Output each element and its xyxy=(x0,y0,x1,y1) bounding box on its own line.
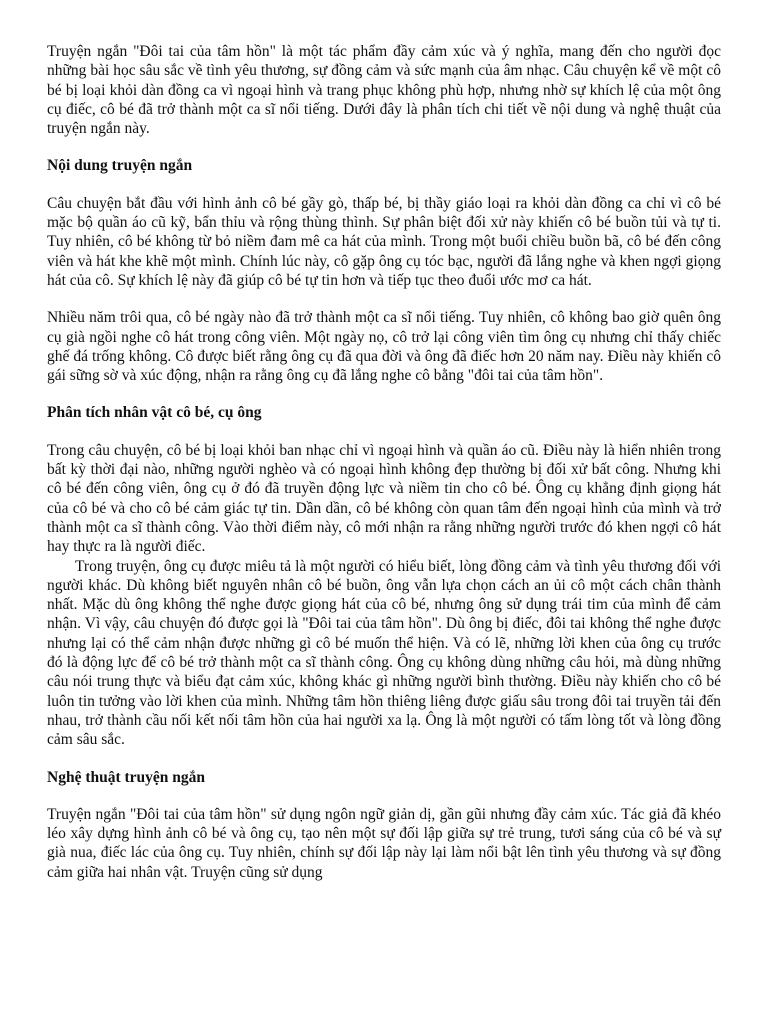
body-paragraph: Trong câu chuyện, cô bé bị loại khỏi ban nhạc chỉ vì ngoại hình và quần áo cũ. Điều này là hiển nhiên trong bất kỳ thời đại nào, những người nghèo và có ngoại hình không đẹp thường bị đối xử bất công. Nhưng khi cô bé đến công viên, ông cụ ở đó đã truyền động lực và niềm tin cho cô bé. Ông cụ khẳng định giọng hát của cô bé và cho cô bé cảm giác tự tin. Dần dần, cô bé không còn quan tâm đến ngoại hình của mình và trở thành một ca sĩ thành công. Vào thời điểm này, cô mới nhận ra rằng những người trước đó khen ngợi cô hát hay thực ra là người điếc. xyxy=(47,441,721,556)
body-paragraph: Trong truyện, ông cụ được miêu tả là một người có hiểu biết, lòng đồng cảm và tình yêu thương đối với người khác. Dù không biết nguyên nhân cô bé buồn, ông vẫn lựa chọn cách an ủi cô một cách chân thành nhất. Mặc dù ông không thể nghe được giọng hát của cô bé, nhưng ông sử dụng trái tim của mình để cảm nhận. Vì vậy, câu chuyện đó được gọi là "Đôi tai của tâm hồn". Dù ông bị điếc, đôi tai không thể nghe được nhưng lại có thể cảm nhận được những gì cô bé muốn thể hiện. Và có lẽ, những lời khen của ông cụ trước đó là động lực để cô bé trở thành một ca sĩ thành công. Ông cụ không dùng những câu hỏi, mà dùng những câu nói trung thực và biểu đạt cảm xúc, không khác gì những người bình thường. Điều này khiến cho cô bé luôn tin tưởng vào lời khen của mình. Những tâm hồn thiêng liêng được giấu sâu trong đôi tai truyền tải đến nhau, trở thành cầu nối kết nối tâm hồn của hai người xa lạ. Ông là một người có tấm lòng tốt và lòng đồng cảm sâu sắc. xyxy=(47,557,721,749)
body-paragraph: Câu chuyện bắt đầu với hình ảnh cô bé gầy gò, thấp bé, bị thầy giáo loại ra khỏi dàn đồng ca chỉ vì cô bé mặc bộ quần áo cũ kỹ, bẩn thỉu và rộng thùng thình. Sự phân biệt đối xử này khiến cô bé buồn tủi và tự ti. Tuy nhiên, cô bé không từ bỏ niềm đam mê ca hát của mình. Trong một buổi chiều buồn bã, cô bé đến công viên và hát khe khẽ một mình. Chính lúc này, cô gặp ông cụ tóc bạc, người đã lắng nghe và khen ngợi giọng hát của cô. Sự khích lệ này đã giúp cô bé tự tin hơn và tiếp tục theo đuổi ước mơ ca hát. xyxy=(47,194,721,289)
body-paragraph: Truyện ngắn "Đôi tai của tâm hồn" sử dụng ngôn ngữ giản dị, gần gũi nhưng đầy cảm xúc. Tác giả đã khéo léo xây dựng hình ảnh cô bé và ông cụ, tạo nên một sự đối lập giữa sự trẻ trung, tươi sáng của cô bé và sự già nua, điếc lác của ông cụ. Tuy nhiên, chính sự đối lập này lại làm nổi bật lên tình yêu thương và sự đồng cảm giữa hai nhân vật. Truyện cũng sử dụng xyxy=(47,805,721,881)
intro-paragraph: Truyện ngắn "Đôi tai của tâm hồn" là một tác phẩm đầy cảm xúc và ý nghĩa, mang đến cho người đọc những bài học sâu sắc về tình yêu thương, sự đồng cảm và sức mạnh của âm nhạc. Câu chuyện kể về một cô bé bị loại khỏi dàn đồng ca vì ngoại hình và trang phục không phù hợp, nhưng nhờ sự khích lệ của một ông cụ điếc, cô bé đã trở thành một ca sĩ nổi tiếng. Dưới đây là phân tích chi tiết về nội dung và nghệ thuật của truyện ngắn này. xyxy=(47,43,721,138)
section-heading-noi-dung: Nội dung truyện ngắn xyxy=(47,157,193,175)
section-heading-phan-tich-nhan-vat: Phân tích nhân vật cô bé, cụ ông xyxy=(47,404,262,422)
body-paragraph: Nhiều năm trôi qua, cô bé ngày nào đã trở thành một ca sĩ nổi tiếng. Tuy nhiên, cô không bao giờ quên ông cụ già ngồi nghe cô hát trong công viên. Một ngày nọ, cô trở lại công viên tìm ông cụ nhưng chỉ thấy chiếc ghế đá trống không. Cô được biết rằng ông cụ đã qua đời và ông đã điếc hơn 20 năm nay. Điều này khiến cô gái sững sờ và xúc động, nhận ra rằng ông cụ đã lắng nghe cô bằng "đôi tai của tâm hồn". xyxy=(47,309,721,385)
section-heading-nghe-thuat: Nghệ thuật truyện ngắn xyxy=(47,768,206,786)
document-page xyxy=(47,42,721,882)
